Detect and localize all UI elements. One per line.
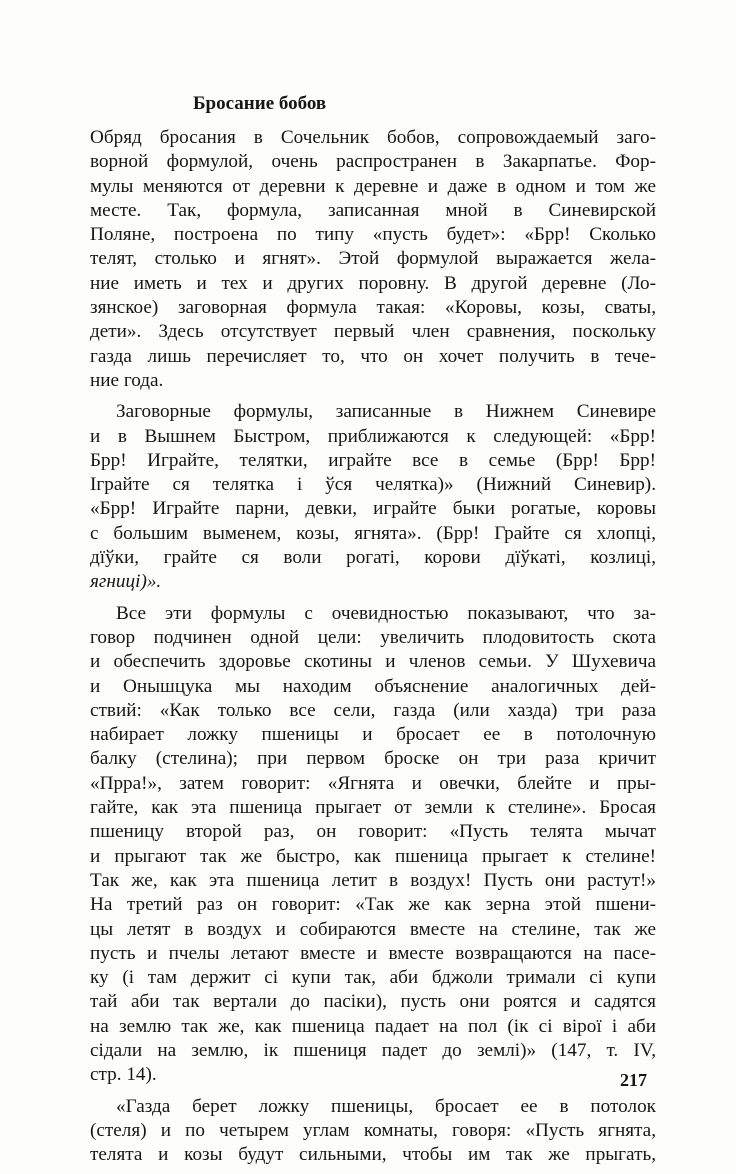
section-heading: Бросание бобов xyxy=(193,93,327,114)
body-text xyxy=(90,126,656,1174)
text-line: тай аби так вертали до пасіки), пусть они роятся и садятся xyxy=(90,991,656,1013)
text-line: ворной формулой, очень распространен в Закарпатье. Фор- xyxy=(90,151,656,173)
text-line: зянское) заговорная формула такая: «Коровы, козы, сваты, xyxy=(90,297,656,319)
text-line: дети». Здесь отсутствует первый член сравнения, поскольку xyxy=(90,321,656,343)
text-line: пшеницу второй раз, он говорит: «Пусть телята мычат xyxy=(90,821,656,843)
text-line: «Брр! Играйте парни, девки, играйте быки рогатые, коровы xyxy=(90,498,656,520)
paragraph-4 xyxy=(90,1095,656,1168)
text-line: месте. Так, формула, записанная мной в Синевирской xyxy=(90,199,656,221)
text-line: на землю так же, как пшеница падает на пол (ік сі вірої і аби xyxy=(90,1015,656,1037)
text-line: и Онышцука мы находим объяснение аналогичных дей- xyxy=(90,675,656,697)
text-line: ку (і там держит сі купи так, аби бджоли тримали сі купи xyxy=(90,967,656,989)
text-line: Іграйте ся телятка і ўся челятка)» (Нижний Синевир). xyxy=(90,474,656,496)
page-number: 217 xyxy=(620,1070,647,1090)
text-line: стр. 14). xyxy=(90,1064,157,1086)
text-line: дїўки, грайте ся воли рогаті, корови дїўкаті, козлиці, xyxy=(90,547,656,569)
paragraph-1 xyxy=(90,126,656,393)
text-line: «Прра!», затем говорит: «Ягнята и овечки, блейте и пры- xyxy=(90,772,656,794)
text-line: с большим выменем, козы, ягнята». (Брр! Грайте ся хлопці, xyxy=(90,522,656,544)
text-line: сідали на землю, ік пшениця падет до землі)» (147, т. IV, xyxy=(90,1039,656,1061)
text-line: (стеля) и по четырем углам комнаты, говоря: «Пусть ягнята, xyxy=(90,1119,656,1141)
text-line: говор подчинен одной цели: увеличить плодовитость скота xyxy=(90,626,656,648)
text-line: гайте, как эта пшеница прыгает от земли к стелине». Бросая xyxy=(90,797,656,819)
text-line: На третий раз он говорит: «Так же как зерна этой пшени- xyxy=(90,894,656,916)
text-line: телят, столько и ягнят». Этой формулой выражается жела- xyxy=(90,248,656,270)
text-line: Так же, как эта пшеница летит в воздух! Пусть они растут!» xyxy=(90,869,656,891)
text-line: «Газда берет ложку пшеницы, бросает ее в потолок xyxy=(116,1095,656,1117)
text-line: и прыгают так же быстро, как пшеница прыгает к стелине! xyxy=(90,845,656,867)
text-line: ствий: «Как только все сели, газда (или хазда) три раза xyxy=(90,699,656,721)
paragraph-3 xyxy=(90,602,656,1088)
text-line: балку (стелина); при первом броске он три раза кричит xyxy=(90,748,656,770)
text-line: ние иметь и тех и других поровну. В другой деревне (Ло- xyxy=(90,272,656,294)
text-line: Заговорные формулы, записанные в Нижнем Синевире xyxy=(116,401,656,423)
text-line: газда лишь перечисляет то, что он хочет получить в тече- xyxy=(90,345,656,367)
text-line: набирает ложку пшеницы и бросает ее в потолочную xyxy=(90,724,656,746)
text-line: телята и козы будут сильными, чтобы им так же прыгать, xyxy=(90,1144,656,1166)
text-line: ние года. xyxy=(90,369,164,391)
text-line: и в Вышнем Быстром, приближаются к следующей: «Брр! xyxy=(90,425,656,447)
text-line: Все эти формулы с очевидностью показывают, что за- xyxy=(116,602,656,624)
paragraph-2 xyxy=(90,400,656,594)
text-line: ягниці)». xyxy=(90,571,162,593)
text-line: Поляне, построена по типу «пусть будет»: «Брр! Сколько xyxy=(90,224,656,246)
text-line: цы летят в воздух и собираются вместе на стелине, так же xyxy=(90,918,656,940)
text-line: и обеспечить здоровье скотины и членов семьи. У Шухевича xyxy=(90,651,656,673)
text-line: пусть и пчелы летают вместе и вместе возвращаются на пасе- xyxy=(90,942,656,964)
text-line: Брр! Играйте, телятки, играйте все в семье (Брр! Брр! xyxy=(90,449,656,471)
text-line: Обряд бросания в Сочельник бобов, сопровождаемый заго- xyxy=(90,127,656,148)
text-line: мулы меняются от деревни к деревне и даже в одном и том же xyxy=(90,175,656,197)
